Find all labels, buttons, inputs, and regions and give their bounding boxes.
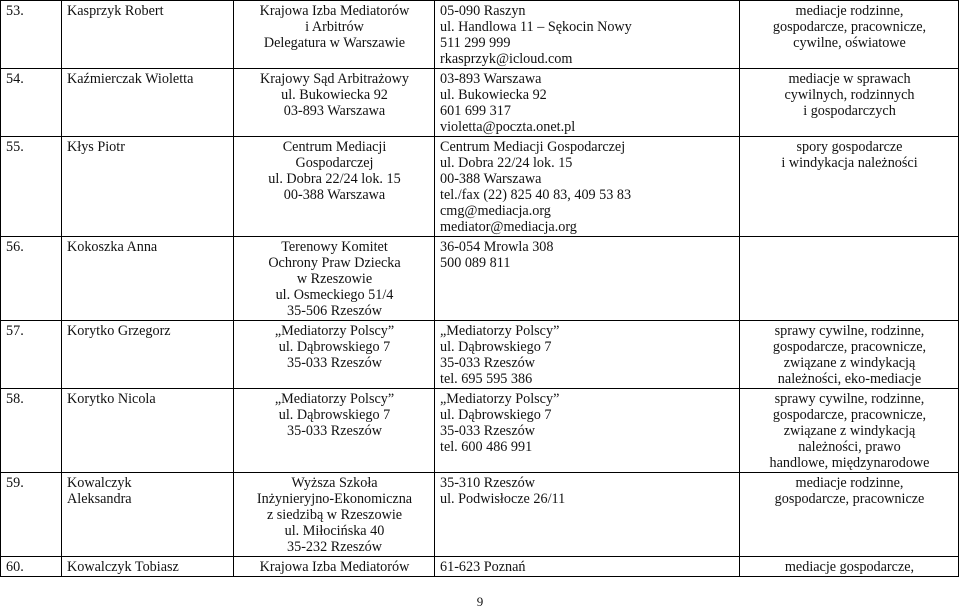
affiliation-cell-line: z siedzibą w Rzeszowie — [266, 507, 403, 523]
contact-cell — [435, 137, 740, 237]
row-number: 60. — [1, 557, 62, 577]
contact-cell-line: 35-033 Rzeszów — [440, 355, 535, 371]
contact-cell — [435, 473, 740, 557]
affiliation-cell-line: Gospodarczej — [295, 155, 374, 171]
row-number: 58. — [1, 389, 62, 473]
specialization-cell-line: sprawy cywilne, rodzinne, — [774, 323, 925, 339]
specialization-cell-line: i gospodarczych — [803, 103, 896, 119]
mediator-name-line: Kowalczyk — [67, 475, 132, 491]
specialization-cell-line: handlowe, międzynarodowe — [769, 455, 930, 471]
table-row — [1, 557, 959, 577]
mediator-name — [62, 321, 234, 389]
affiliation-cell — [234, 1, 435, 69]
table-row — [1, 389, 959, 473]
row-number: 56. — [1, 237, 62, 321]
contact-cell-line: „Mediatorzy Polscy” — [440, 323, 560, 339]
contact-cell-line: Centrum Mediacji Gospodarczej — [440, 139, 626, 155]
specialization-cell-line: cywilnych, rodzinnych — [784, 87, 915, 103]
affiliation-cell-line: Krajowa Izba Mediatorów — [259, 3, 410, 19]
specialization-cell-line: gospodarcze, pracownicze, — [772, 339, 927, 355]
contact-cell-line: tel. 695 595 386 — [440, 371, 533, 387]
mediator-name — [62, 389, 234, 473]
table-row — [1, 321, 959, 389]
affiliation-cell-line: 35-232 Rzeszów — [287, 539, 382, 555]
specialization-cell-line: mediacje rodzinne, — [795, 3, 904, 19]
affiliation-cell-line: Delegatura w Warszawie — [263, 35, 406, 51]
affiliation-cell — [234, 137, 435, 237]
affiliation-cell — [234, 237, 435, 321]
specialization-cell — [740, 389, 959, 473]
affiliation-cell-line: Inżynieryjno-Ekonomiczna — [256, 491, 413, 507]
table-row — [1, 1, 959, 69]
row-number: 53. — [1, 1, 62, 69]
table-row — [1, 473, 959, 557]
contact-cell-line: 601 699 317 — [440, 103, 511, 119]
affiliation-cell-line: 03-893 Warszawa — [283, 103, 386, 119]
table-row — [1, 237, 959, 321]
affiliation-cell-line: ul. Dobra 22/24 lok. 15 — [268, 171, 401, 187]
specialization-cell-line: gospodarcze, pracownicze, — [772, 19, 927, 35]
contact-cell-line: ul. Dąbrowskiego 7 — [440, 339, 552, 355]
mediator-name-line: Kłys Piotr — [67, 139, 125, 155]
specialization-cell-line: gospodarcze, pracownicze — [774, 491, 925, 507]
affiliation-cell-line: „Mediatorzy Polscy” — [274, 323, 395, 339]
contact-cell-line: cmg@mediacja.org — [440, 203, 551, 219]
specialization-cell-line: należności, eko-mediacje — [777, 371, 922, 387]
contact-cell — [435, 321, 740, 389]
specialization-cell — [740, 137, 959, 237]
specialization-cell — [740, 321, 959, 389]
contact-cell-line: 35-310 Rzeszów — [440, 475, 535, 491]
page-number: 9 — [476, 594, 484, 609]
contact-cell — [435, 389, 740, 473]
contact-cell-line: 03-893 Warszawa — [440, 71, 542, 87]
contact-cell-line: ul. Bukowiecka 92 — [440, 87, 547, 103]
affiliation-cell-line: w Rzeszowie — [296, 271, 373, 287]
mediator-name-line: Korytko Nicola — [67, 391, 156, 407]
mediator-name — [62, 69, 234, 137]
contact-cell — [435, 237, 740, 321]
contact-cell — [435, 557, 740, 577]
specialization-cell-line: sprawy cywilne, rodzinne, — [774, 391, 925, 407]
affiliation-cell-line: ul. Bukowiecka 92 — [281, 87, 388, 103]
affiliation-cell-line: Centrum Mediacji — [282, 139, 387, 155]
affiliation-cell-line: Krajowy Sąd Arbitrażowy — [260, 71, 409, 87]
mediator-name — [62, 1, 234, 69]
contact-cell-line: ul. Handlowa 11 – Sękocin Nowy — [440, 19, 632, 35]
affiliation-cell-line: „Mediatorzy Polscy” — [274, 391, 395, 407]
specialization-cell-line: należności, prawo — [798, 439, 901, 455]
specialization-cell-line: cywilne, oświatowe — [793, 35, 906, 51]
affiliation-cell-line: ul. Dąbrowskiego 7 — [278, 407, 391, 423]
affiliation-cell-line: Terenowy Komitet — [281, 239, 388, 255]
specialization-cell-line: związane z windykacją — [783, 355, 916, 371]
contact-cell-line: tel./fax (22) 825 40 83, 409 53 83 — [440, 187, 632, 203]
mediator-name — [62, 137, 234, 237]
contact-cell — [435, 1, 740, 69]
specialization-cell-line: mediacje w sprawach — [788, 71, 911, 87]
mediator-name-line: Kasprzyk Robert — [67, 3, 164, 19]
affiliation-cell — [234, 69, 435, 137]
contact-cell-line: rkasprzyk@icloud.com — [440, 51, 573, 67]
contact-cell-line: 00-388 Warszawa — [440, 171, 542, 187]
affiliation-cell-line: Ochrony Praw Dziecka — [268, 255, 401, 271]
specialization-cell-line: mediacje rodzinne, — [795, 475, 904, 491]
table-row — [1, 137, 959, 237]
specialization-cell — [740, 1, 959, 69]
contact-cell-line: 05-090 Raszyn — [440, 3, 526, 19]
specialization-cell — [740, 69, 959, 137]
affiliation-cell — [234, 321, 435, 389]
contact-cell-line: 500 089 811 — [440, 255, 511, 271]
affiliation-cell-line: 00-388 Warszawa — [283, 187, 386, 203]
affiliation-cell — [234, 473, 435, 557]
contact-cell-line: 35-033 Rzeszów — [440, 423, 535, 439]
affiliation-cell-line: Krajowa Izba Mediatorów — [259, 559, 410, 575]
affiliation-cell — [234, 557, 435, 577]
mediator-name — [62, 237, 234, 321]
affiliation-cell — [234, 389, 435, 473]
mediator-name — [62, 473, 234, 557]
specialization-cell-line: gospodarcze, pracownicze, — [772, 407, 927, 423]
affiliation-cell-line: Wyższa Szkoła — [291, 475, 378, 491]
row-number: 54. — [1, 69, 62, 137]
mediator-name-line: Kowalczyk Tobiasz — [67, 559, 179, 575]
row-number: 57. — [1, 321, 62, 389]
specialization-cell — [740, 473, 959, 557]
specialization-cell-line: i windykacja należności — [781, 155, 918, 171]
contact-cell-line: mediator@mediacja.org — [440, 219, 577, 235]
specialization-cell — [740, 237, 959, 321]
row-number: 59. — [1, 473, 62, 557]
mediator-name-line: Kaźmierczak Wioletta — [67, 71, 194, 87]
contact-cell-line: 61-623 Poznań — [440, 559, 526, 575]
specialization-cell-line: mediacje gospodarcze, — [784, 559, 915, 575]
affiliation-cell-line: ul. Miłocińska 40 — [284, 523, 385, 539]
contact-cell-line: 36-054 Mrowla 308 — [440, 239, 554, 255]
specialization-cell — [740, 557, 959, 577]
contact-cell-line: tel. 600 486 991 — [440, 439, 533, 455]
affiliation-cell-line: 35-506 Rzeszów — [287, 303, 382, 319]
specialization-cell-line: związane z windykacją — [783, 423, 916, 439]
affiliation-cell-line: i Arbitrów — [305, 19, 364, 35]
contact-cell-line: 511 299 999 — [440, 35, 511, 51]
contact-cell-line: ul. Dobra 22/24 lok. 15 — [440, 155, 573, 171]
contact-cell-line: ul. Podwisłocze 26/11 — [440, 491, 566, 507]
affiliation-cell-line: 35-033 Rzeszów — [287, 423, 382, 439]
row-number: 55. — [1, 137, 62, 237]
specialization-cell-line: spory gospodarcze — [796, 139, 903, 155]
mediator-name-line: Aleksandra — [67, 491, 132, 507]
mediator-name-line: Korytko Grzegorz — [67, 323, 171, 339]
mediator-name-line: Kokoszka Anna — [67, 239, 158, 255]
mediator-name — [62, 557, 234, 577]
affiliation-cell-line: 35-033 Rzeszów — [287, 355, 382, 371]
affiliation-cell-line: ul. Dąbrowskiego 7 — [278, 339, 391, 355]
table-row — [1, 69, 959, 137]
contact-cell-line: violetta@poczta.onet.pl — [440, 119, 576, 135]
contact-cell-line: „Mediatorzy Polscy” — [440, 391, 560, 407]
contact-cell — [435, 69, 740, 137]
contact-cell-line: ul. Dąbrowskiego 7 — [440, 407, 552, 423]
affiliation-cell-line: ul. Osmeckiego 51/4 — [275, 287, 394, 303]
